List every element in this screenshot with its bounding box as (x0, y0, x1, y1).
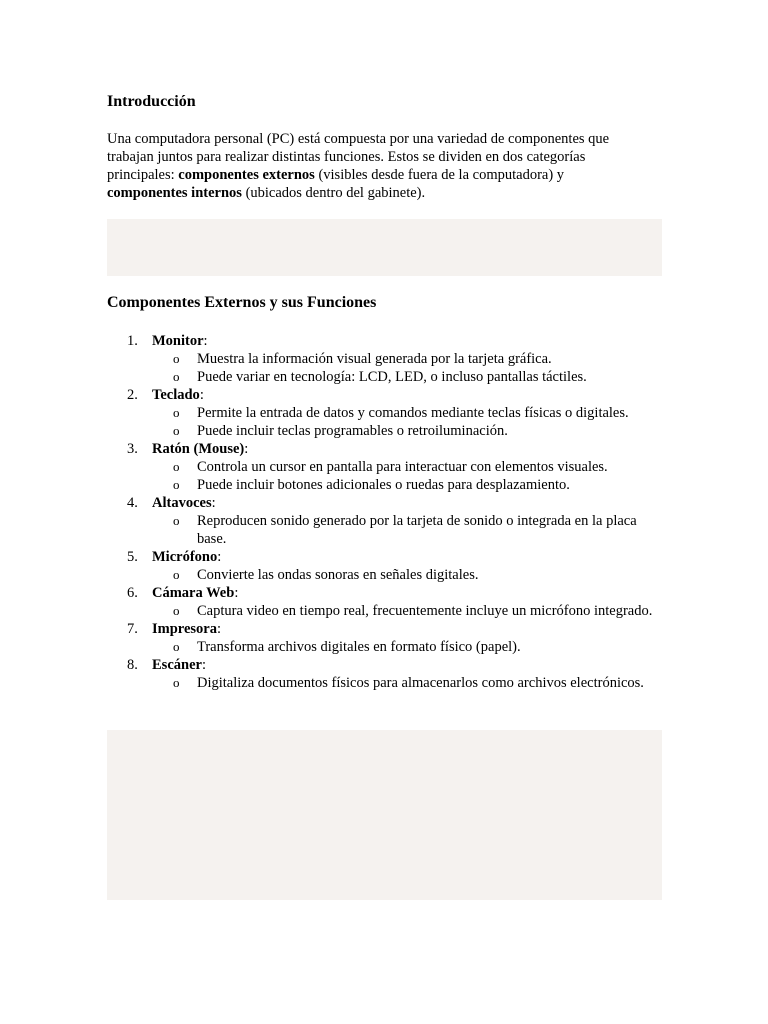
sub-list-item (107, 368, 667, 386)
sub-list-item (107, 566, 667, 584)
sub-list-item-text: Digitaliza documentos físicos para almacenarlos como archivos electrónicos. (197, 675, 644, 691)
list-item (107, 656, 667, 692)
sub-list-item-text: Convierte las ondas sonoras en señales digitales. (197, 567, 479, 583)
circle-bullet-icon: o (173, 405, 180, 420)
list-item-header (107, 440, 667, 458)
sub-list-item-text: Puede incluir teclas programables o retroiluminación. (197, 423, 508, 439)
intro-text-2: (visibles desde fuera de la computadora) y (314, 167, 565, 183)
list-item-number: 3. (127, 441, 138, 457)
external-heading: Componentes Externos y sus Funciones (107, 294, 377, 311)
list-item-number: 1. (127, 333, 138, 349)
list-item (107, 620, 667, 656)
circle-bullet-icon: o (173, 423, 180, 438)
list-item-header (107, 494, 667, 512)
circle-bullet-icon: o (173, 513, 180, 528)
list-item-header (107, 656, 667, 674)
list-item-title: Teclado (152, 387, 200, 403)
list-item-number: 7. (127, 621, 138, 637)
list-item-title: Altavoces (152, 495, 212, 511)
sub-list-item (107, 404, 667, 422)
list-item-colon: : (211, 495, 216, 511)
list-item-title: Monitor (152, 333, 204, 349)
circle-bullet-icon: o (173, 477, 180, 492)
sub-list-item-text: Permite la entrada de datos y comandos mediante teclas físicas o digitales. (197, 405, 629, 421)
list-item-title: Micrófono (152, 549, 218, 565)
list-item (107, 548, 667, 584)
list-item-header (107, 584, 667, 602)
circle-bullet-icon: o (173, 459, 180, 474)
sub-list-item (107, 458, 667, 476)
circle-bullet-icon: o (173, 351, 180, 366)
sub-list-item (107, 350, 667, 368)
intro-text-3: (ubicados dentro del gabinete). (241, 185, 426, 201)
image-placeholder-2 (107, 730, 662, 900)
intro-bold-internal: componentes internos (107, 185, 242, 201)
sub-list-item (107, 638, 667, 656)
list-item-title: Cámara Web (152, 585, 235, 601)
list-item-header (107, 332, 667, 350)
sub-list-item (107, 512, 667, 548)
list-item-colon: : (216, 621, 222, 637)
list-item-number: 6. (127, 585, 138, 601)
intro-text-1: Una computadora personal (PC) está compuesta por una variedad de componentes que trabajan juntos para realizar distintas funciones. Estos se dividen en dos categorías principales: (107, 131, 610, 183)
circle-bullet-icon: o (173, 567, 180, 582)
circle-bullet-icon: o (173, 369, 180, 384)
list-item-colon: : (201, 657, 206, 673)
sub-list-item-text: Controla un cursor en pantalla para interactuar con elementos visuales. (197, 459, 608, 475)
list-item-number: 8. (127, 657, 138, 673)
sub-list-item-text: Reproducen sonido generado por la tarjeta de sonido o integrada en la placa base. (197, 513, 637, 547)
list-item (107, 440, 667, 494)
sub-list-item-text: Puede incluir botones adicionales o ruedas para desplazamiento. (197, 477, 570, 493)
list-item (107, 494, 667, 548)
intro-paragraph (107, 130, 647, 202)
list-item-header (107, 548, 667, 566)
list-item-header (107, 386, 667, 404)
circle-bullet-icon: o (173, 639, 180, 654)
intro-heading: Introducción (107, 93, 196, 110)
list-item-number: 4. (127, 495, 138, 511)
sub-list-item (107, 422, 667, 440)
list-item-colon: : (244, 441, 249, 457)
sub-list-item (107, 674, 667, 692)
list-item-colon: : (217, 549, 222, 565)
sub-list-item-text: Captura video en tiempo real, frecuentemente incluye un micrófono integrado. (197, 603, 653, 619)
list-item-number: 5. (127, 549, 138, 565)
list-item-colon: : (203, 333, 208, 349)
list-item-header (107, 620, 667, 638)
circle-bullet-icon: o (173, 603, 180, 618)
external-components-list (107, 332, 667, 692)
list-item-title: Ratón (Mouse) (152, 441, 245, 457)
circle-bullet-icon: o (173, 675, 180, 690)
sub-list-item (107, 602, 667, 620)
list-item (107, 332, 667, 386)
list-item-colon: : (234, 585, 239, 601)
list-item-title: Impresora (152, 621, 217, 637)
intro-bold-external: componentes externos (178, 167, 315, 183)
list-item (107, 386, 667, 440)
list-item-number: 2. (127, 387, 138, 403)
sub-list-item-text: Muestra la información visual generada por la tarjeta gráfica. (197, 351, 552, 367)
sub-list-item (107, 476, 667, 494)
list-item-title: Escáner (152, 657, 202, 673)
image-placeholder-1 (107, 219, 662, 276)
list-item-colon: : (199, 387, 204, 403)
sub-list-item-text: Transforma archivos digitales en formato físico (papel). (197, 639, 521, 655)
list-item (107, 584, 667, 620)
sub-list-item-text: Puede variar en tecnología: LCD, LED, o incluso pantallas táctiles. (197, 369, 587, 385)
